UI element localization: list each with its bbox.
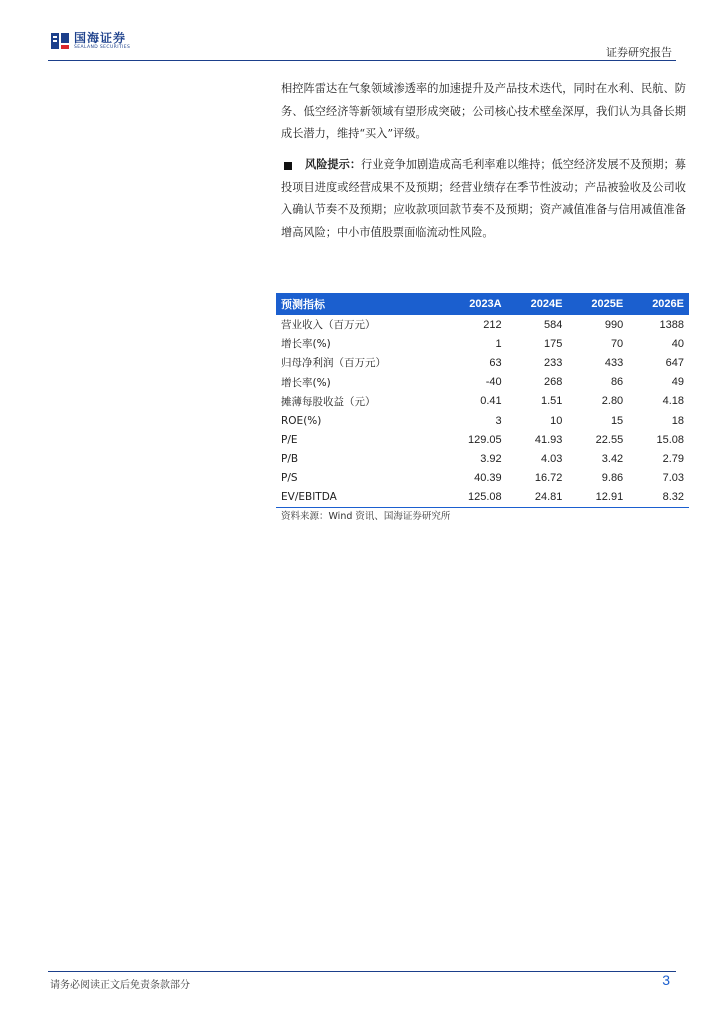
table-cell: 1.51 — [540, 395, 563, 408]
table-cell: 9.86 — [601, 472, 624, 485]
table-cell: 4.03 — [540, 452, 563, 465]
table-cell: 125.08 — [443, 488, 506, 508]
table-row — [276, 411, 689, 430]
row-label: P/B — [281, 452, 299, 465]
table-header-cell: 2025E — [567, 293, 628, 315]
row-label: P/E — [281, 433, 298, 446]
table-cell: 175 — [544, 337, 563, 350]
logo-cn-text: 国海证券 — [74, 30, 127, 45]
table-header-cell: 2024E — [507, 293, 568, 315]
table-cell: 647 — [665, 356, 684, 369]
table-cell: 18 — [671, 414, 684, 427]
table-cell: 3.42 — [601, 452, 624, 465]
table-cell: 4.18 — [662, 395, 684, 408]
table-cell: 3 — [495, 414, 502, 427]
header-divider — [48, 60, 676, 61]
table-row — [276, 488, 689, 508]
table-cell: 40.39 — [474, 472, 502, 485]
table-row — [276, 334, 689, 353]
table-row — [276, 353, 689, 372]
rating-paragraph: 相控阵雷达在气象领域渗透率的加速提升及产品技术迭代，同时在水利、民航、防务、低空经济等新领域有望形成突破；公司核心技术壁垒深厚，我们认为具备长期成长潜力，维持“买入”评级。 — [281, 82, 686, 140]
row-label: EV/EBITDA — [276, 488, 443, 508]
report-type-label: 证券研究报告 — [606, 46, 672, 59]
table-cell: 129.05 — [467, 433, 502, 446]
disclaimer-note: 请务必阅读正文后免责条款部分 — [50, 980, 190, 991]
table-cell: 40 — [671, 337, 684, 350]
table-cell: 268 — [544, 376, 563, 389]
table-cell: 584 — [544, 318, 563, 331]
table-row — [276, 469, 689, 488]
page-number: 3 — [662, 972, 670, 988]
table-cell: 990 — [604, 318, 624, 331]
table-cell: 433 — [604, 356, 624, 369]
table-cell: 15.08 — [656, 433, 684, 446]
table-cell: 22.55 — [595, 433, 624, 446]
table-cell: 70 — [610, 337, 624, 350]
footer-divider — [48, 971, 676, 972]
table-cell: -40 — [485, 376, 502, 389]
row-label: P/S — [281, 472, 298, 485]
table-cell: 233 — [544, 356, 563, 369]
table-row — [276, 449, 689, 468]
table-cell: 212 — [483, 318, 502, 331]
row-label: ROE(%) — [281, 414, 322, 427]
row-label: 增长率(%) — [281, 376, 331, 389]
table-cell: 16.72 — [534, 472, 563, 485]
table-cell: 2.79 — [662, 452, 684, 465]
table-cell: 2.80 — [601, 395, 624, 408]
table-cell: 12.91 — [567, 488, 628, 508]
table-cell: 7.03 — [662, 472, 684, 485]
row-label: 归母净利润（百万元） — [281, 357, 386, 370]
table-cell: 63 — [489, 356, 502, 369]
table-header-cell: 2023A — [443, 293, 506, 315]
table-row — [276, 373, 689, 392]
logo-en-text: SEALAND SECURITIES — [74, 44, 131, 50]
risk-label: 风险提示： — [305, 158, 362, 171]
row-label: 营业收入（百万元） — [281, 319, 376, 332]
row-label: 增长率(%) — [281, 338, 331, 351]
table-header-row — [276, 293, 689, 315]
table-row — [276, 392, 689, 411]
table-cell: 3.92 — [480, 452, 502, 465]
table-header-cell: 2026E — [628, 293, 689, 315]
table-row — [276, 315, 689, 334]
sealand-logo-icon — [50, 31, 70, 51]
table-cell: 86 — [610, 376, 624, 389]
risk-text: 行业竞争加剧造成高毛利率难以维持；低空经济发展不及预期；募投项目进度或经营成果不及预期；经营业绩存在季节性波动；产品被验收及公司收入确认节奏不及预期；应收款项回款节奏不及预期；资产减值准备与信用减值准备增高风险；中小市值股票面临流动性风险。 — [281, 158, 686, 239]
row-label: 摊薄每股收益（元） — [281, 395, 376, 408]
table-cell: 24.81 — [507, 488, 568, 508]
table-source-note: 资料来源：Wind 资讯、国海证券研究所 — [281, 511, 451, 522]
table-cell: 41.93 — [534, 433, 563, 446]
forecast-table — [276, 293, 689, 508]
company-logo — [50, 31, 130, 51]
table-header-cell: 预测指标 — [276, 293, 443, 315]
table-cell: 15 — [610, 414, 624, 427]
table-row — [276, 430, 689, 449]
table-cell: 49 — [671, 376, 684, 389]
table-cell: 0.41 — [480, 395, 502, 408]
risk-paragraph — [281, 154, 686, 244]
table-cell: 8.32 — [628, 488, 689, 508]
table-cell: 1 — [495, 337, 502, 350]
table-cell: 1388 — [659, 318, 684, 331]
table-cell: 10 — [550, 414, 563, 427]
